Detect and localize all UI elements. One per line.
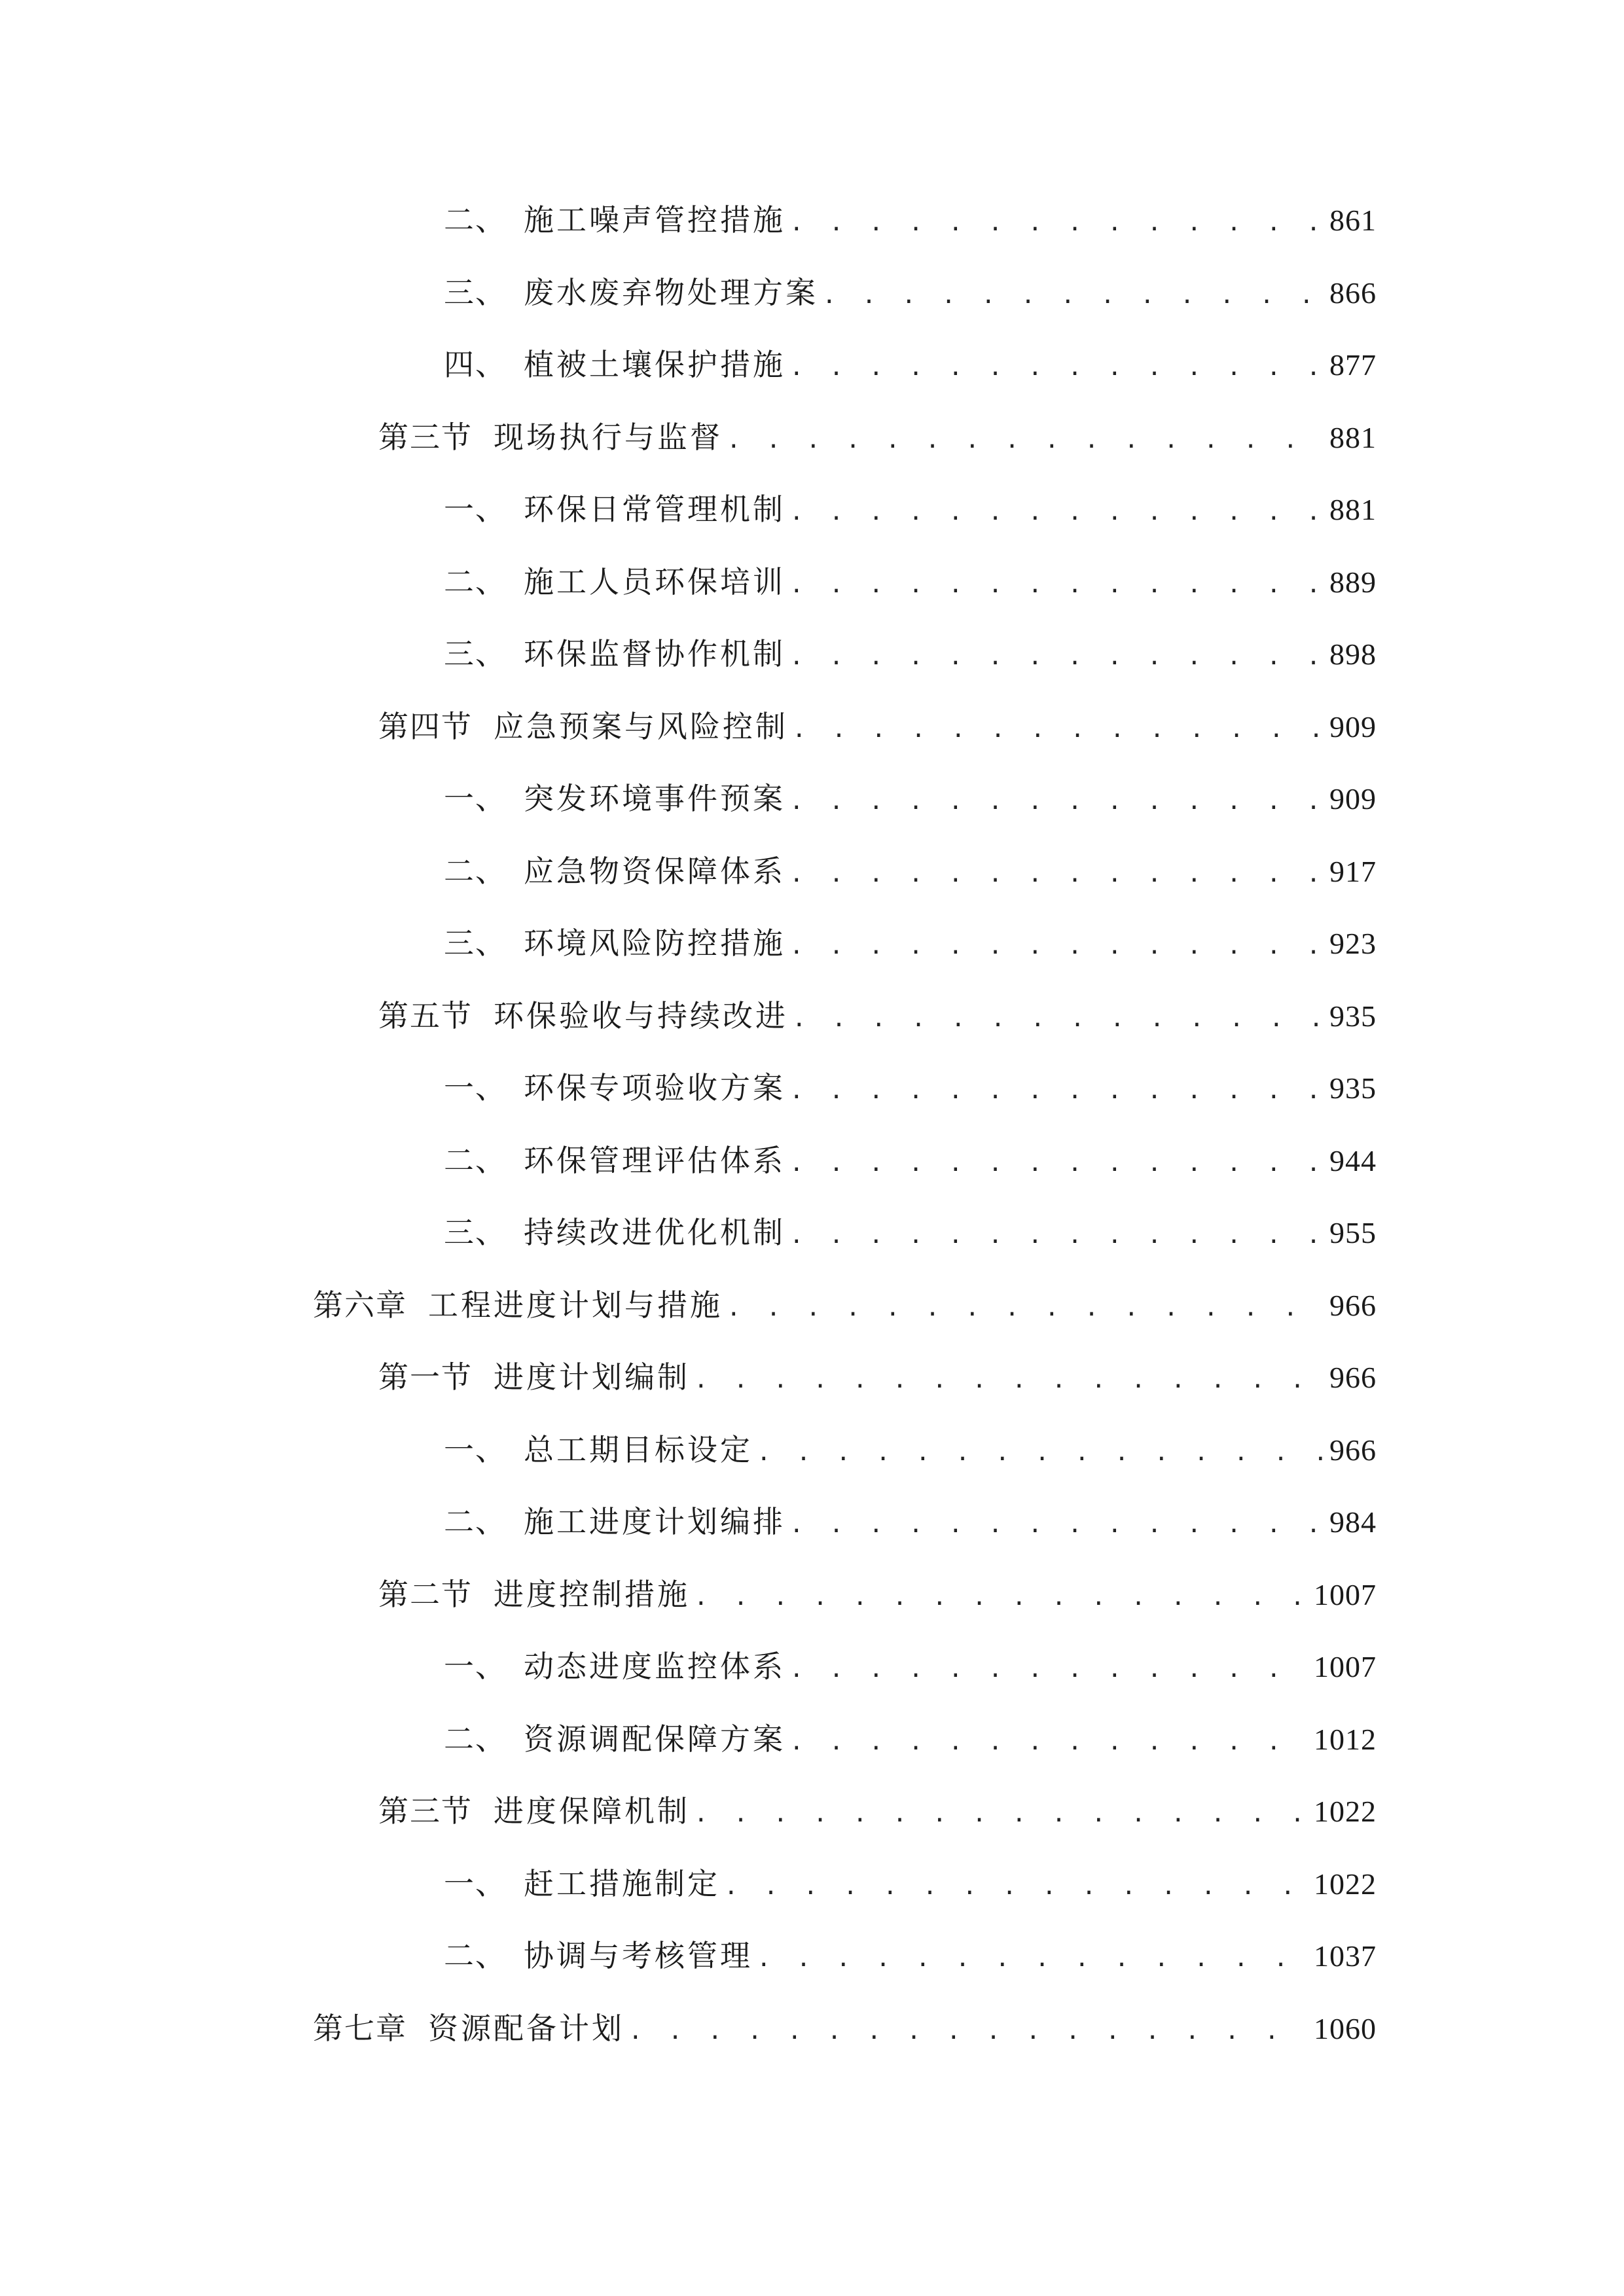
toc-entry-page: 881: [1329, 420, 1377, 454]
toc-entry-title: 现场执行与监督: [494, 419, 723, 455]
toc-entry-number: 一、: [444, 1070, 507, 1105]
toc-entry[interactable]: [0, 261, 1624, 334]
toc-line: [378, 1357, 1377, 1397]
dot-leader: [694, 1795, 1310, 1834]
toc-entry-number: 三、: [444, 636, 507, 672]
toc-entry-title: 施工进度计划编排: [524, 1504, 785, 1539]
dot-leader: [789, 855, 1326, 894]
toc-chapter-entry[interactable]: [0, 1274, 1624, 1346]
toc-entry-title: 应急物资保障体系: [524, 853, 785, 889]
dot-leader: [757, 1433, 1326, 1473]
toc-entry[interactable]: [0, 1708, 1624, 1780]
toc-entry-number: 一、: [444, 1865, 507, 1901]
toc-line: [378, 1575, 1377, 1614]
toc-entry[interactable]: [0, 912, 1624, 984]
toc-entry-page: 889: [1329, 565, 1377, 599]
toc-line: [444, 1068, 1377, 1107]
toc-entry-title: 进度计划编制: [494, 1359, 690, 1395]
toc-entry-title: 进度保障机制: [494, 1793, 690, 1829]
toc-line: [444, 273, 1377, 312]
toc-section-entry[interactable]: [0, 1563, 1624, 1636]
toc-line: [313, 2009, 1377, 2048]
toc-entry-page: 935: [1329, 1071, 1377, 1105]
toc-line: [444, 1719, 1377, 1759]
toc-entry[interactable]: [0, 1635, 1624, 1708]
toc-chapter-entry[interactable]: [0, 1997, 1624, 2070]
toc-entry-title: 资源配备计划: [428, 2010, 624, 2046]
toc-line: [378, 707, 1377, 746]
toc-entry[interactable]: [0, 767, 1624, 840]
toc-entry-page: 1012: [1314, 1722, 1377, 1756]
dot-leader: [789, 1723, 1310, 1762]
toc-entry-page: 935: [1329, 999, 1377, 1033]
toc-line: [444, 345, 1377, 384]
toc-entry-page: 909: [1329, 709, 1377, 744]
toc-entry-title: 总工期目标设定: [524, 1431, 753, 1467]
toc-entry-title: 动态进度监控体系: [524, 1649, 785, 1684]
dot-leader: [789, 565, 1326, 605]
toc-entry-title: 应急预案与风险控制: [494, 708, 788, 744]
toc-line: [444, 200, 1377, 240]
toc-line: [444, 924, 1377, 963]
toc-entry-number: 第三节: [378, 1793, 473, 1829]
toc-entry-title: 施工噪声管控措施: [524, 202, 785, 238]
toc-entry-page: 866: [1329, 276, 1377, 310]
toc-entry-number: 第五节: [378, 997, 473, 1033]
toc-entry-number: 一、: [444, 1649, 507, 1684]
toc-entry-page: 923: [1329, 927, 1377, 960]
dot-leader: [792, 999, 1326, 1039]
toc-entry-page: 1037: [1314, 1939, 1377, 1973]
toc-entry-number: 第一节: [378, 1359, 473, 1395]
dot-leader: [694, 1578, 1310, 1617]
toc-entry-title: 环保专项验收方案: [524, 1070, 785, 1105]
toc-entry[interactable]: [0, 1418, 1624, 1491]
toc-line: [444, 1213, 1377, 1252]
dot-leader: [628, 2012, 1310, 2051]
toc-entry-title: 植被土壤保护措施: [524, 347, 785, 382]
toc-line: [444, 1864, 1377, 1903]
dot-leader: [724, 1867, 1310, 1907]
dot-leader: [789, 1216, 1326, 1255]
toc-entry-title: 赶工措施制定: [524, 1865, 720, 1901]
table-of-contents: [0, 188, 1624, 2069]
toc-entry-number: 一、: [444, 1431, 507, 1467]
toc-entry[interactable]: [0, 622, 1624, 695]
toc-entry-page: 944: [1329, 1143, 1377, 1177]
toc-entry-page: 881: [1329, 493, 1377, 526]
toc-entry[interactable]: [0, 333, 1624, 406]
toc-entry-number: 第六章: [313, 1287, 407, 1323]
toc-entry-title: 环境风险防控措施: [524, 925, 785, 961]
toc-entry[interactable]: [0, 1852, 1624, 1925]
dot-leader: [789, 637, 1326, 677]
toc-entry-title: 突发环境事件预案: [524, 781, 785, 816]
toc-entry-title: 工程进度计划与措施: [428, 1287, 723, 1323]
toc-line: [444, 490, 1377, 529]
toc-entry-number: 二、: [444, 1938, 507, 1973]
toc-entry-title: 协调与考核管理: [524, 1938, 753, 1973]
dot-leader: [789, 1071, 1326, 1111]
dot-leader: [789, 782, 1326, 821]
toc-entry-title: 环保监督协作机制: [524, 636, 785, 672]
dot-leader: [789, 348, 1326, 387]
dot-leader: [757, 1939, 1310, 1979]
toc-entry-page: 984: [1329, 1505, 1377, 1539]
toc-entry-number: 三、: [444, 1215, 507, 1250]
toc-entry-page: 909: [1329, 782, 1377, 816]
toc-entry-number: 二、: [444, 1142, 507, 1178]
toc-entry-page: 966: [1329, 1361, 1377, 1394]
toc-entry-number: 二、: [444, 202, 507, 238]
toc-entry-title: 资源调配保障方案: [524, 1721, 785, 1757]
toc-entry-title: 环保管理评估体系: [524, 1142, 785, 1178]
toc-line: [378, 996, 1377, 1035]
toc-line: [444, 562, 1377, 601]
toc-entry-title: 持续改进优化机制: [524, 1215, 785, 1250]
dot-leader: [727, 1289, 1326, 1328]
toc-entry-title: 环保验收与持续改进: [494, 997, 788, 1033]
toc-entry-page: 955: [1329, 1216, 1377, 1249]
toc-entry-number: 第七章: [313, 2010, 407, 2046]
toc-section-entry[interactable]: [0, 1346, 1624, 1418]
toc-entry[interactable]: [0, 1201, 1624, 1274]
toc-entry-title: 进度控制措施: [494, 1576, 690, 1612]
toc-line: [444, 1502, 1377, 1541]
toc-entry-page: 966: [1329, 1433, 1377, 1467]
toc-entry-number: 一、: [444, 492, 507, 527]
toc-section-entry[interactable]: [0, 695, 1624, 768]
toc-entry-number: 二、: [444, 853, 507, 889]
toc-entry-number: 二、: [444, 1721, 507, 1757]
toc-line: [444, 1936, 1377, 1975]
toc-line: [313, 1285, 1377, 1325]
dot-leader: [822, 276, 1326, 315]
toc-entry-page: 1007: [1314, 1650, 1377, 1683]
toc-entry-page: 1060: [1314, 2011, 1377, 2045]
dot-leader: [694, 1361, 1326, 1400]
dot-leader: [727, 421, 1326, 460]
toc-entry-page: 917: [1329, 854, 1377, 888]
dot-leader: [792, 710, 1326, 749]
toc-entry-number: 二、: [444, 1504, 507, 1539]
toc-line: [444, 852, 1377, 891]
toc-entry-number: 第三节: [378, 419, 473, 455]
toc-entry-page: 1007: [1314, 1577, 1377, 1611]
toc-entry-page: 966: [1329, 1288, 1377, 1322]
toc-entry-number: 三、: [444, 274, 507, 310]
dot-leader: [789, 204, 1326, 243]
dot-leader: [789, 1650, 1310, 1689]
toc-entry-number: 三、: [444, 925, 507, 961]
toc-line: [378, 1791, 1377, 1831]
toc-entry-number: 第二节: [378, 1576, 473, 1612]
toc-entry-page: 861: [1329, 204, 1377, 237]
dot-leader: [789, 927, 1326, 966]
dot-leader: [789, 493, 1326, 532]
toc-entry[interactable]: [0, 188, 1624, 261]
toc-entry-title: 环保日常管理机制: [524, 492, 785, 527]
toc-line: [444, 1647, 1377, 1686]
toc-line: [444, 779, 1377, 818]
toc-entry-number: 四、: [444, 347, 507, 382]
toc-entry[interactable]: [0, 1924, 1624, 1997]
toc-entry-number: 一、: [444, 781, 507, 816]
toc-line: [444, 1430, 1377, 1469]
toc-entry[interactable]: [0, 1056, 1624, 1129]
toc-entry[interactable]: [0, 1129, 1624, 1202]
dot-leader: [789, 1505, 1326, 1545]
toc-entry-page: 877: [1329, 348, 1377, 382]
dot-leader: [789, 1144, 1326, 1183]
toc-entry-number: 第四节: [378, 708, 473, 744]
toc-entry-title: 施工人员环保培训: [524, 564, 785, 600]
toc-section-entry[interactable]: [0, 1780, 1624, 1852]
toc-section-entry[interactable]: [0, 984, 1624, 1057]
toc-section-entry[interactable]: [0, 406, 1624, 478]
toc-entry-title: 废水废弃物处理方案: [524, 274, 818, 310]
toc-entry[interactable]: [0, 1490, 1624, 1563]
toc-entry-page: 1022: [1314, 1867, 1377, 1901]
toc-line: [444, 1141, 1377, 1180]
toc-entry[interactable]: [0, 550, 1624, 623]
toc-line: [378, 418, 1377, 457]
toc-entry[interactable]: [0, 478, 1624, 550]
toc-entry[interactable]: [0, 840, 1624, 912]
toc-line: [444, 634, 1377, 673]
toc-entry-page: 1022: [1314, 1795, 1377, 1828]
toc-entry-page: 898: [1329, 637, 1377, 671]
toc-entry-number: 二、: [444, 564, 507, 600]
